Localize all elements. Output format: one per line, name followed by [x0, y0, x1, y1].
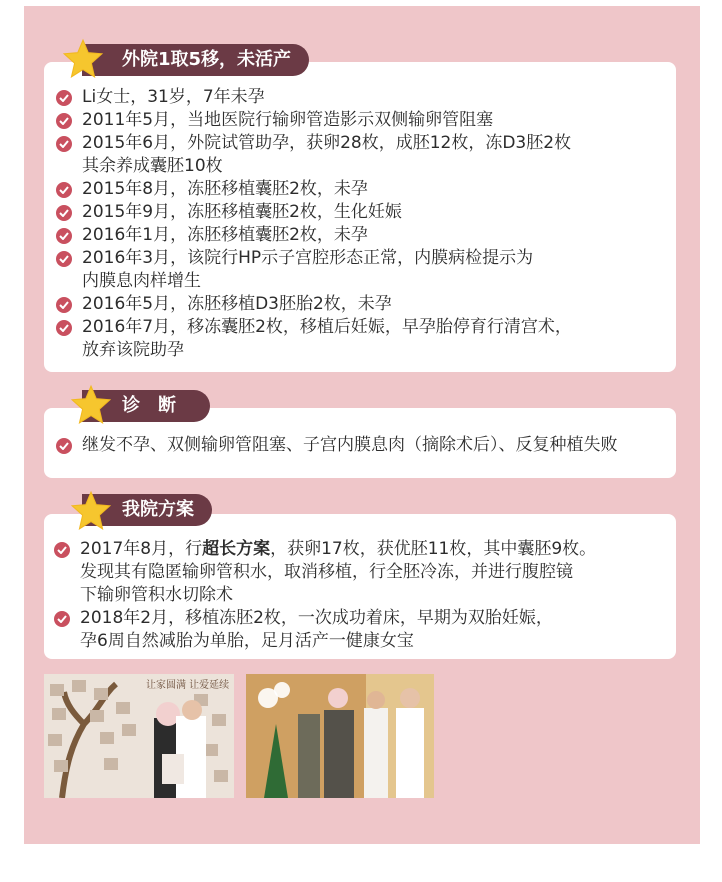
check-icon	[56, 228, 72, 244]
list-item: 2016年1月，冻胚移植囊胚2枚，未孕	[56, 224, 668, 247]
check-icon	[56, 297, 72, 313]
check-icon	[54, 542, 70, 558]
check-icon	[56, 205, 72, 221]
list-item: 继发不孕、双侧输卵管阻塞、子宫内膜息肉（摘除术后）、反复种植失败	[56, 434, 668, 457]
treatment-card	[44, 514, 676, 659]
check-icon	[56, 90, 72, 106]
photo-wall-image	[44, 674, 234, 798]
list-item: 2016年5月，冻胚移植D3胚胎2枚，未孕	[56, 293, 668, 316]
case-history-card	[44, 62, 676, 372]
star-icon	[62, 38, 104, 80]
check-icon	[56, 320, 72, 336]
check-icon	[56, 182, 72, 198]
case-history-list	[56, 86, 668, 362]
treatment-list	[54, 538, 668, 653]
photo-caption: 让家圆满 让爱延续	[146, 680, 230, 691]
list-item: Li女士，31岁，7年未孕	[56, 86, 668, 109]
check-icon	[56, 113, 72, 129]
list-item: 2015年6月，外院试管助孕，获卵28枚，成胚12枚，冻D3胚2枚 其余养成囊胚10枚	[56, 132, 668, 178]
list-item: 2015年8月，冻胚移植囊胚2枚，未孕	[56, 178, 668, 201]
check-icon	[56, 136, 72, 152]
check-icon	[56, 251, 72, 267]
section-title-diagnosis: 诊 断	[82, 390, 210, 422]
list-item: 2018年2月，移植冻胚2枚，一次成功着床，早期为双胎妊娠， 孕6周自然减胎为单胎，足月活产一健康女宝	[54, 607, 668, 653]
protocol-name: 超长方案	[202, 539, 271, 559]
check-icon	[56, 438, 72, 454]
hospital-photo-image	[246, 674, 434, 798]
star-icon	[70, 384, 112, 426]
star-icon	[70, 490, 112, 532]
list-item: 2017年8月，行超长方案，获卵17枚，获优胚11枚，其中囊胚9枚。 发现其有隐匿输卵管积水，取消移植，行全胚冷冻，并进行腹腔镜 下输卵管积水切除术	[54, 538, 668, 607]
list-item: 2011年5月，当地医院行输卵管造影示双侧输卵管阻塞	[56, 109, 668, 132]
list-item: 2016年7月，移冻囊胚2枚，移植后妊娠，早孕胎停育行清宫术， 放弃该院助孕	[56, 316, 668, 362]
section-title-treatment: 我院方案	[82, 494, 212, 526]
check-icon	[54, 611, 70, 627]
section-title-history: 外院1取5移，未活产	[82, 44, 309, 76]
diagnosis-list	[56, 434, 668, 457]
list-item: 2015年9月，冻胚移植囊胚2枚，生化妊娠	[56, 201, 668, 224]
list-item: 2016年3月，该院行HP示子宫腔形态正常，内膜病检提示为 内膜息肉样增生	[56, 247, 668, 293]
